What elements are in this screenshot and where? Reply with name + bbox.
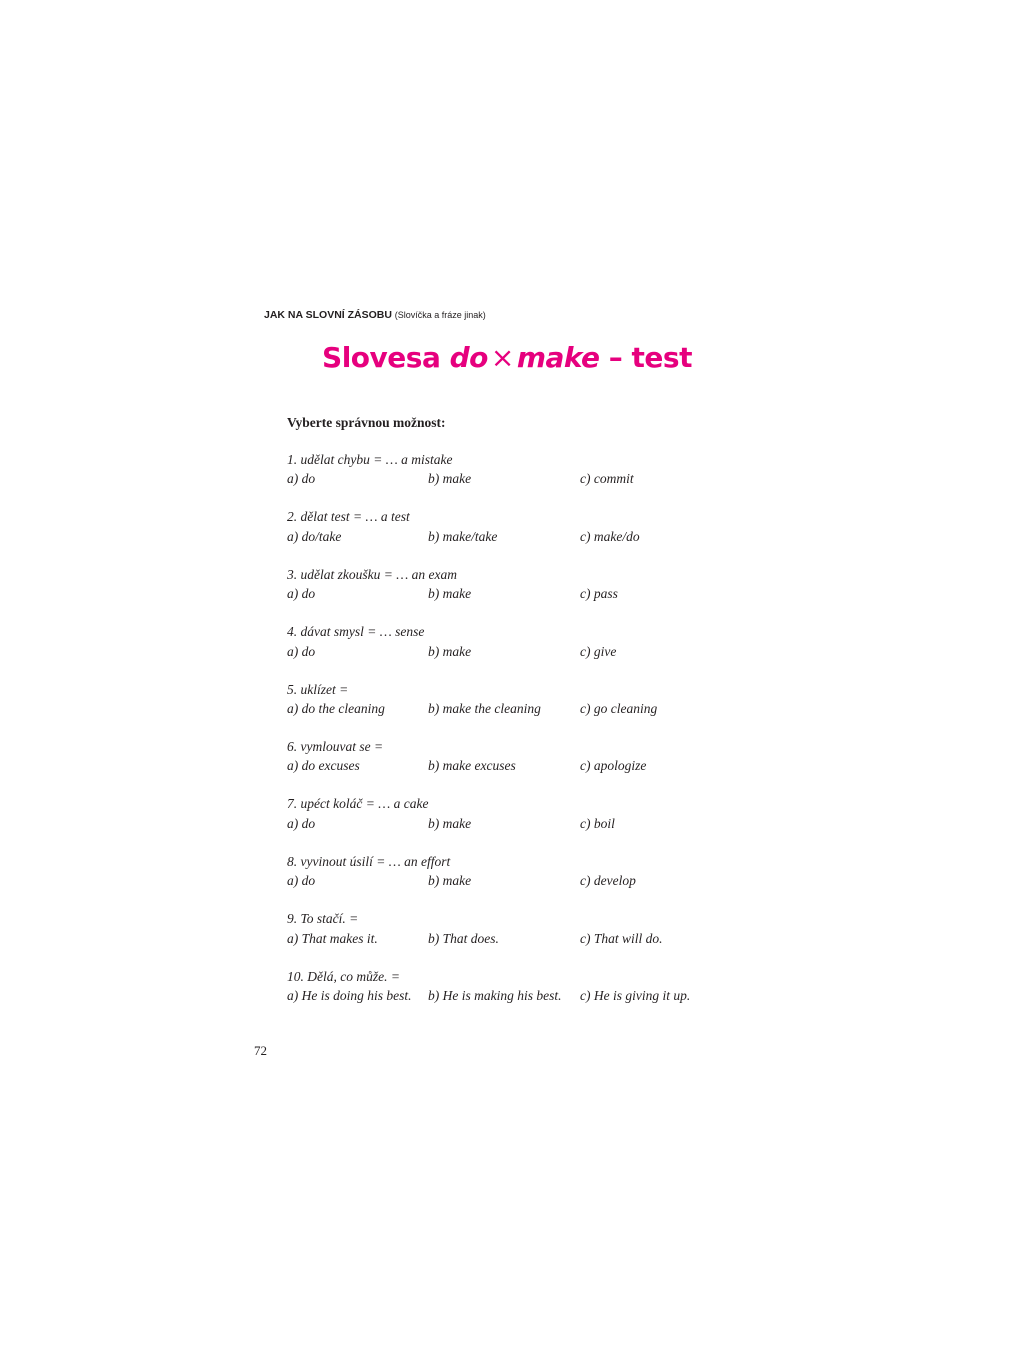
question-7 (287, 794, 727, 851)
question-list (287, 450, 727, 1024)
option-c: c) give (580, 643, 617, 659)
option-c: c) develop (580, 873, 636, 889)
question-4 (287, 622, 727, 679)
option-b: b) make (428, 586, 472, 602)
option-c: c) pass (580, 586, 618, 602)
option-a: a) do (287, 643, 316, 659)
title-part-slovesa: Slovesa (322, 341, 450, 374)
page-number: 72 (254, 1043, 267, 1058)
question-10 (287, 967, 727, 1024)
option-c: c) go cleaning (580, 700, 658, 716)
question-3 (287, 565, 727, 622)
option-b: b) make (428, 471, 472, 487)
question-prompt: 9. To stačí. = (287, 911, 359, 927)
question-prompt: 3. udělat zkoušku = … an exam (287, 566, 457, 582)
question-2 (287, 507, 727, 564)
question-6 (287, 737, 727, 794)
question-options (287, 642, 727, 661)
instruction: Vyberte správnou možnost: (287, 415, 446, 430)
question-options (287, 871, 727, 890)
option-c: c) He is giving it up. (580, 987, 691, 1003)
option-a: a) do excuses (287, 758, 360, 774)
option-a: a) do the cleaning (287, 700, 385, 716)
option-c: c) make/do (580, 528, 640, 544)
question-prompt: 10. Dělá, co může. = (287, 968, 400, 984)
option-c: c) commit (580, 471, 634, 487)
option-a: a) That makes it. (287, 930, 378, 946)
title-part-do: do (449, 341, 488, 374)
option-a: a) do (287, 815, 316, 831)
option-b: b) make (428, 643, 472, 659)
question-options (287, 756, 727, 775)
option-b: b) make (428, 815, 472, 831)
option-a: a) do (287, 471, 316, 487)
question-9 (287, 909, 727, 966)
running-head-title: JAK NA SLOVNÍ ZÁSOBU (264, 309, 392, 321)
option-a: a) do (287, 586, 316, 602)
option-b: b) make (428, 873, 472, 889)
question-1 (287, 450, 727, 507)
option-a: a) do/take (287, 528, 342, 544)
title-part-make: make (516, 341, 600, 374)
question-prompt: 7. upéct koláč = … a cake (287, 796, 429, 812)
option-c: c) apologize (580, 758, 647, 774)
option-a: a) do (287, 873, 316, 889)
page-title (0, 336, 1014, 380)
question-prompt: 5. uklízet = (287, 681, 349, 697)
option-b: b) He is making his best. (428, 987, 562, 1003)
question-options (287, 584, 727, 603)
question-prompt: 8. vyvinout úsilí = … an effort (287, 853, 451, 869)
question-prompt: 1. udělat chybu = … a mistake (287, 452, 453, 467)
option-a: a) He is doing his best. (287, 987, 412, 1003)
question-prompt: 2. dělat test = … a test (287, 509, 410, 525)
question-prompt: 4. dávat smysl = … sense (287, 624, 425, 640)
title-part-test: – test (599, 341, 692, 374)
option-c: c) boil (580, 815, 615, 831)
question-prompt: 6. vymlouvat se = (287, 738, 384, 754)
option-b: b) make the cleaning (428, 700, 541, 716)
question-options (287, 986, 727, 1005)
question-8 (287, 852, 727, 909)
question-options (287, 527, 727, 546)
option-b: b) make excuses (428, 758, 516, 774)
option-c: c) That will do. (580, 930, 663, 946)
question-5 (287, 680, 727, 737)
running-head-subtitle: (Slovíčka a fráze jinak) (394, 310, 486, 320)
option-b: b) make/take (428, 528, 498, 544)
title-times-sign: × (490, 341, 514, 374)
option-b: b) That does. (428, 930, 499, 946)
question-options (287, 469, 727, 488)
question-options (287, 699, 727, 718)
question-options (287, 929, 727, 948)
question-options (287, 814, 727, 833)
running-head (264, 308, 486, 323)
